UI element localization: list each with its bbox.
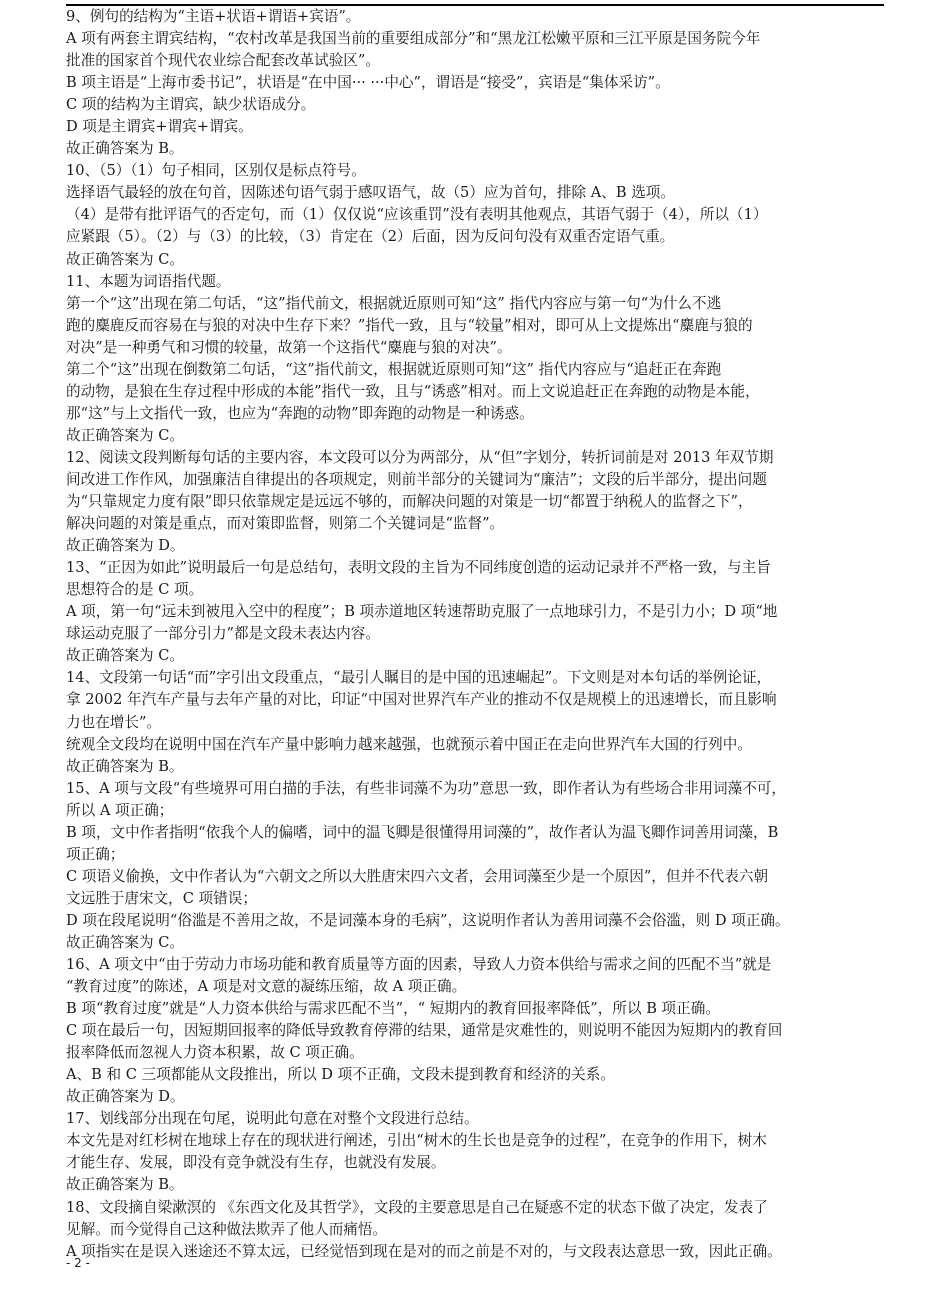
text-line: 见解。而今觉得自己这种做法欺弄了他人而痛悟。 [66, 1220, 388, 1238]
text-line: 应紧跟（5）。（2）与（3）的比较，（3）肯定在（2）后面，因为反问句没有双重否定语气重。 [66, 228, 675, 246]
text-line: 16、A 项文中“由于劳动力市场功能和教育质量等方面的因素，导致人力资本供给与需求之间的匹配不当”就是 [66, 956, 772, 974]
text-line: 故正确答案为 C。 [66, 647, 184, 665]
text-line: （4）是带有批评语气的否定句，而（1）仅仅说“应该重罚”没有表明其他观点，其语气弱于（4），所以（1） [66, 206, 768, 224]
text-line: D 项是主谓宾+谓宾+谓宾。 [66, 118, 253, 136]
text-line: C 项在最后一句，因短期回报率的降低导致教育停滞的结果，通常是灾难性的，则说明不能因为短期内的教育回 [66, 1022, 783, 1040]
text-line: 间改进工作作风，加强廉洁自律提出的各项规定，则前半部分的关键词为“廉洁”；文段的后半部分，提出问题 [66, 470, 767, 488]
text-line: 才能生存、发展，即没有竞争就没有生存，也就没有发展。 [66, 1154, 446, 1172]
text-line: 球运动克服了一部分引力”都是文段未表达内容。 [66, 625, 380, 643]
text-line: 的动物，是狼在生存过程中形成的本能”指代一致，且与“诱惑”相对。而上文说追赶正在奔跑的动物是本能， [66, 382, 760, 400]
text-line: 力也在增长”。 [66, 713, 162, 731]
text-line: 统观全文段均在说明中国在汽车产量中影响力越来越强，也就预示着中国正在走向世界汽车大国的行列中。 [66, 735, 752, 753]
text-line: B 项主语是“上海市委书记”，状语是“在中国··· ···中心”，谓语是“接受”，宾语是“集体采访”。 [66, 74, 670, 92]
text-line: 选择语气最轻的放在句首，因陈述句语气弱于感叹语气，故（5）应为首句，排除 A、B 选项。 [66, 184, 675, 202]
text-line: 故正确答案为 C。 [66, 250, 184, 268]
text-line: 故正确答案为 D。 [66, 537, 185, 555]
text-line: 故正确答案为 D。 [66, 1088, 185, 1106]
text-line: 所以 A 项正确； [66, 801, 174, 819]
text-line: 为“只靠规定力度有限”即只依靠规定是远远不够的，而解决问题的对策是一切“都置于纳税人的监督之下”， [66, 493, 753, 511]
text-line: C 项语义偷换，文中作者认为“六朝文之所以大胜唐宋四六文者，会用词藻至少是一个原因”，但并不代表六朝 [66, 867, 769, 885]
text-line: 文远胜于唐宋文，C 项错误； [66, 889, 257, 907]
text-line: 解决问题的对策是重点，而对策即监督，则第二个关键词是“监督”。 [66, 515, 505, 533]
text-line: “教育过度”的陈述，A 项是对文意的凝练压缩，故 A 项正确。 [66, 978, 467, 996]
text-line: 故正确答案为 B。 [66, 140, 184, 158]
text-line: D 项在段尾说明“俗滥是不善用之故，不是词藻本身的毛病”，这说明作者认为善用词藻不会俗滥，则 D 项正确。 [66, 911, 790, 929]
text-line: 对决”是一种勇气和习惯的较量，故第一个这指代“麋鹿与狼的对决”。 [66, 338, 512, 356]
text-line: 故正确答案为 C。 [66, 933, 184, 951]
text-line: 思想符合的是 C 项。 [66, 581, 204, 599]
text-line: A、B 和 C 三项都能从文段推出，所以 D 项不正确，文段未提到教育和经济的关系。 [66, 1066, 615, 1084]
text-line: B 项，文中作者指明“依我个人的偏嗜，词中的温飞卿是很懂得用词藻的”，故作者认为温飞卿作词善用词藻，B [66, 823, 779, 841]
text-line: 18、文段摘自梁漱溟的 《东西文化及其哲学》，文段的主要意思是自己在疑惑不定的状态下做了决定，发表了 [66, 1198, 768, 1216]
text-line: A 项有两套主谓宾结构，“农村改革是我国当前的重要组成部分”和“黑龙江松嫩平原和三江平原是国务院今年 [66, 30, 761, 48]
text-line: 9、例句的结构为“主语+状语+谓语+宾语”。 [66, 8, 361, 25]
text-line: 14、文段第一句话“而”字引出文段重点，“最引人瞩目的是中国的迅速崛起”。下文则是对本句话的举例论证， [66, 669, 772, 687]
text-line: 15、A 项与文段“有些境界可用白描的手法，有些非词藻不为功”意思一致，即作者认为有些场合非用词藻不可， [66, 779, 786, 797]
text-line: C 项的结构为主谓宾，缺少状语成分。 [66, 96, 316, 114]
text-line: 17、划线部分出现在句尾，说明此句意在对整个文段进行总结。 [66, 1110, 479, 1128]
text-line: B 项“教育过度”就是“人力资本供给与需求匹配不当”，“ 短期内的教育回报率降低”，所以 B 项正确。 [66, 1000, 720, 1018]
text-line: 拿 2002 年汽车产量与去年产量的对比，印证“中国对世界汽车产业的推动不仅是规模上的迅速增长，而且影响 [66, 691, 777, 709]
text-line: 10、（5）（1）句子相同，区别仅是标点符号。 [66, 162, 366, 180]
text-line: A 项，第一句“远未到被甩入空中的程度”；B 项赤道地区转速帮助克服了一点地球引力，不是引力小；D 项“地 [66, 603, 778, 621]
text-line: 那“这”与上文指代一致，也应为“奔跑的动物”即奔跑的动物是一种诱惑。 [66, 404, 534, 422]
text-line: 第二个“这”出现在倒数第二句话，“这”指代前文，根据就近原则可知“这” 指代内容应与“追赶正在奔跑 [66, 360, 722, 378]
text-line: A 项指实在是误入迷途还不算太远，已经觉悟到现在是对的而之前是不对的，与文段表达意思一致，因此正确。 [66, 1242, 782, 1260]
text-line: 12、阅读文段判断每句话的主要内容，本文段可以分为两部分，从“但”字划分，转折词前是对 2013 年双节期 [66, 448, 774, 466]
text-line: 第一个“这”出现在第二句话，“这”指代前文，根据就近原则可知“这” 指代内容应与第一句“为什么不逃 [66, 294, 722, 312]
text-line: 故正确答案为 B。 [66, 757, 184, 775]
text-line: 故正确答案为 C。 [66, 426, 184, 444]
text-line: 项正确； [66, 845, 125, 863]
text-line: 故正确答案为 B。 [66, 1176, 184, 1194]
page-number: - 2 - [66, 1256, 90, 1270]
text-line: 跑的麋鹿反而容易在与狼的对决中生存下来？”指代一致，且与“较量”相对，即可从上文提炼出“麋鹿与狼的 [66, 316, 753, 334]
text-line: 11、本题为词语指代题。 [66, 272, 231, 290]
document-body [66, 6, 884, 1263]
text-line: 批准的国家首个现代农业综合配套改革试验区”。 [66, 52, 380, 70]
text-line: 本文先是对红杉树在地球上存在的现状进行阐述，引出“树木的生长也是竞争的过程”，在竞争的作用下，树木 [66, 1132, 767, 1150]
text-line: 报率降低而忽视人力资本积累，故 C 项正确。 [66, 1044, 364, 1062]
text-line: 13、“正因为如此”说明最后一句是总结句，表明文段的主旨为不同纬度创造的运动记录并不严格一致，与主旨 [66, 559, 771, 577]
